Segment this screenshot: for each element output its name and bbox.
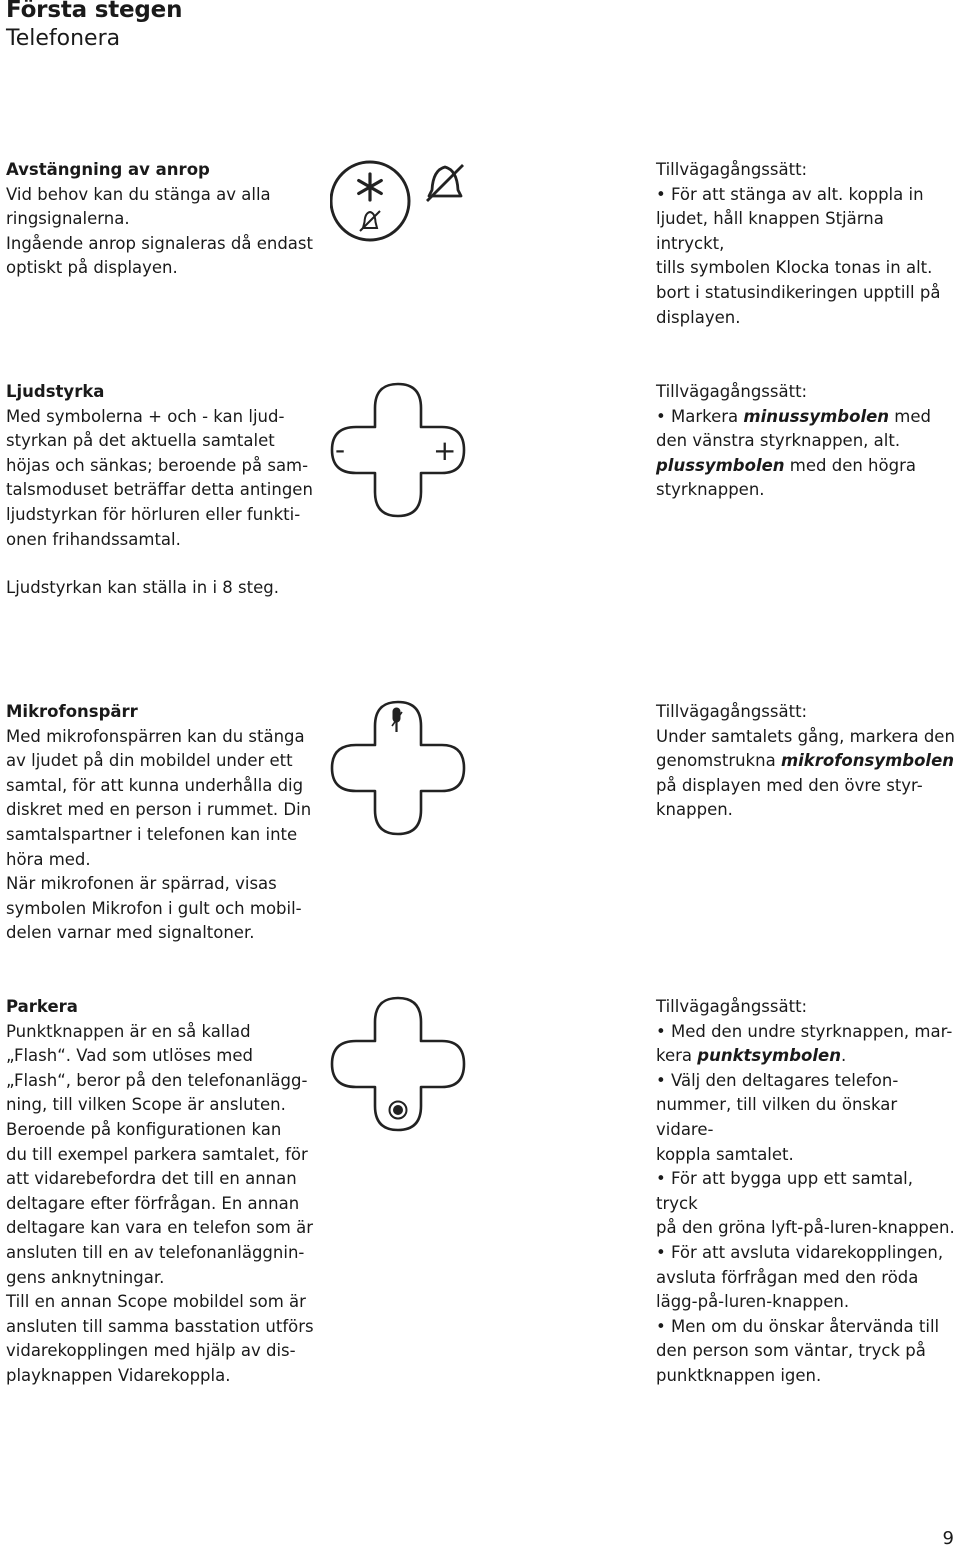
mute-key-diagram: [330, 698, 470, 842]
procedure-line: [656, 405, 956, 430]
text-line: Ingående anrop signaleras då endast: [6, 233, 313, 253]
text-line: optiskt på displayen.: [6, 258, 178, 278]
text-line: onen frihandssamtal.: [6, 529, 181, 549]
emphasis-text: minussymbolen: [743, 406, 890, 426]
text-line: „Flash“. Vad som utlöses med: [6, 1046, 253, 1066]
volume-extra: [6, 576, 316, 601]
text-line: Ljudstyrkan kan ställa in i 8 steg.: [6, 578, 279, 597]
procedure-line: • Välj den deltagares telefon-: [656, 1070, 899, 1090]
procedure-line: displayen.: [656, 307, 741, 327]
bell-muted-icon: [360, 211, 380, 231]
text-span: med: [889, 406, 932, 426]
procedure-line: • För att avsluta vidarekopplingen,: [656, 1242, 944, 1262]
park-description: [6, 995, 316, 1389]
text-span: .: [840, 1046, 847, 1066]
text-line: deltagare kan vara en telefon som är: [6, 1218, 314, 1238]
section-heading: Ljudstyrka: [6, 382, 105, 401]
emphasis-text: punktsymbolen: [697, 1046, 841, 1066]
procedure-line: punktknappen igen.: [656, 1365, 822, 1385]
text-line: du till exempel parkera samtalet, för: [6, 1144, 308, 1164]
text-line: ning, till vilken Scope är ansluten.: [6, 1095, 286, 1115]
star-key-diagram: [330, 160, 480, 254]
text-line: samtalspartner i telefonen kan inte: [6, 824, 298, 844]
text-line: diskret med en person i rummet. Din: [6, 800, 312, 820]
text-line: gens anknytningar.: [6, 1267, 165, 1287]
text-line: Vid behov kan du stänga av alla: [6, 184, 271, 204]
park-key-diagram: [330, 994, 470, 1138]
procedure-line: • Men om du önskar återvända till: [656, 1316, 940, 1336]
text-line: ansluten till en av telefonanläggnin-: [6, 1242, 305, 1262]
procedure-label: Tillvägagångssätt:: [656, 382, 808, 401]
procedure-label: Tillvägagångssätt:: [656, 160, 808, 179]
procedure-line: på displayen med den övre styr-: [656, 775, 923, 795]
procedure-line: [656, 749, 956, 774]
text-span: kera: [656, 1046, 698, 1066]
text-line: av ljudet på din mobildel under ett: [6, 751, 293, 771]
text-line: att vidarebefordra det till en annan: [6, 1169, 297, 1189]
emphasis-text: mikrofonsymbolen: [780, 751, 955, 771]
text-line: styrkan på det aktuella samtalet: [6, 431, 275, 451]
page-title: Första stegen: [6, 0, 183, 23]
mute-procedure: [656, 700, 956, 823]
ringoff-description: [6, 158, 316, 281]
text-span: med den högra: [784, 455, 916, 475]
procedure-line: knappen.: [656, 800, 733, 820]
procedure-line: ljudet, håll knappen Stjärna intryckt,: [656, 209, 884, 253]
mute-description: [6, 700, 316, 946]
procedure-label: Tillvägagångssätt:: [656, 702, 808, 721]
procedure-line: [656, 454, 956, 479]
text-line: Med symbolerna + och - kan ljud-: [6, 406, 285, 426]
text-line: talsmoduset beträffar detta antingen: [6, 480, 313, 500]
ringoff-procedure: [656, 158, 956, 330]
section-heading: Parkera: [6, 997, 78, 1016]
text-line: playknappen Vidarekoppla.: [6, 1365, 231, 1385]
microphone-icon: [392, 708, 402, 732]
page-subtitle: Telefonera: [6, 26, 121, 51]
procedure-line: lägg-på-luren-knappen.: [656, 1292, 850, 1312]
text-line: höra med.: [6, 849, 91, 869]
procedure-line: • Med den undre styrknappen, mar-: [656, 1021, 953, 1041]
dot-icon: [390, 1102, 407, 1119]
minus-symbol: -: [335, 433, 346, 466]
page-number: 9: [942, 1528, 954, 1549]
text-line: „Flash“, beror på den telefonanlägg-: [6, 1070, 308, 1090]
volume-key-diagram: [330, 380, 470, 524]
section-heading: Avstängning av anrop: [6, 160, 210, 179]
procedure-line: den vänstra styrknappen, alt.: [656, 431, 901, 451]
text-line: deltagare efter förfrågan. En annan: [6, 1193, 300, 1213]
page-header: [6, 0, 182, 54]
text-line: Punktknappen är en så kallad: [6, 1021, 251, 1041]
park-procedure: [656, 995, 956, 1389]
procedure-line: • För att bygga upp ett samtal, tryck: [656, 1169, 914, 1213]
text-line: När mikrofonen är spärrad, visas: [6, 874, 277, 894]
text-span: genomstrukna: [656, 751, 781, 771]
text-span: • Markera: [656, 406, 744, 426]
procedure-line: [656, 1044, 956, 1069]
text-line: Med mikrofonspärren kan du stänga: [6, 726, 305, 746]
text-line: vidarekopplingen med hjälp av dis-: [6, 1341, 296, 1361]
procedure-line: på den gröna lyft-på-luren-knappen.: [656, 1218, 955, 1238]
text-line: samtal, för att kunna underhålla dig: [6, 775, 304, 795]
volume-procedure: [656, 380, 956, 503]
procedure-line: styrknappen.: [656, 480, 765, 500]
procedure-line: bort i statusindikeringen upptill på: [656, 282, 941, 302]
procedure-label: Tillvägagångssätt:: [656, 997, 808, 1016]
text-line: höjas och sänkas; beroende på sam-: [6, 455, 309, 475]
emphasis-text: plussymbolen: [656, 455, 785, 475]
procedure-line: Under samtalets gång, markera den: [656, 726, 955, 746]
text-line: symbolen Mikrofon i gult och mobil-: [6, 898, 302, 918]
section-heading: Mikrofonspärr: [6, 702, 138, 721]
text-line: Till en annan Scope mobildel som är: [6, 1292, 306, 1312]
text-line: ljudstyrkan för hörluren eller funkti-: [6, 504, 301, 524]
text-line: ansluten till samma basstation utförs: [6, 1316, 314, 1336]
plus-symbol: +: [433, 434, 457, 467]
text-line: delen varnar med signaltoner.: [6, 923, 255, 943]
procedure-line: koppla samtalet.: [656, 1144, 794, 1164]
procedure-line: • För att stänga av alt. koppla in: [656, 184, 924, 204]
text-line: Beroende på konfigurationen kan: [6, 1119, 282, 1139]
bell-muted-icon: [427, 165, 463, 201]
volume-description: [6, 380, 316, 552]
procedure-line: avsluta förfrågan med den röda: [656, 1267, 919, 1287]
asterisk-icon: [359, 174, 382, 200]
procedure-line: tills symbolen Klocka tonas in alt.: [656, 258, 933, 278]
procedure-line: nummer, till vilken du önskar vidare-: [656, 1095, 898, 1139]
text-line: ringsignalerna.: [6, 209, 130, 229]
procedure-line: den person som väntar, tryck på: [656, 1341, 926, 1361]
